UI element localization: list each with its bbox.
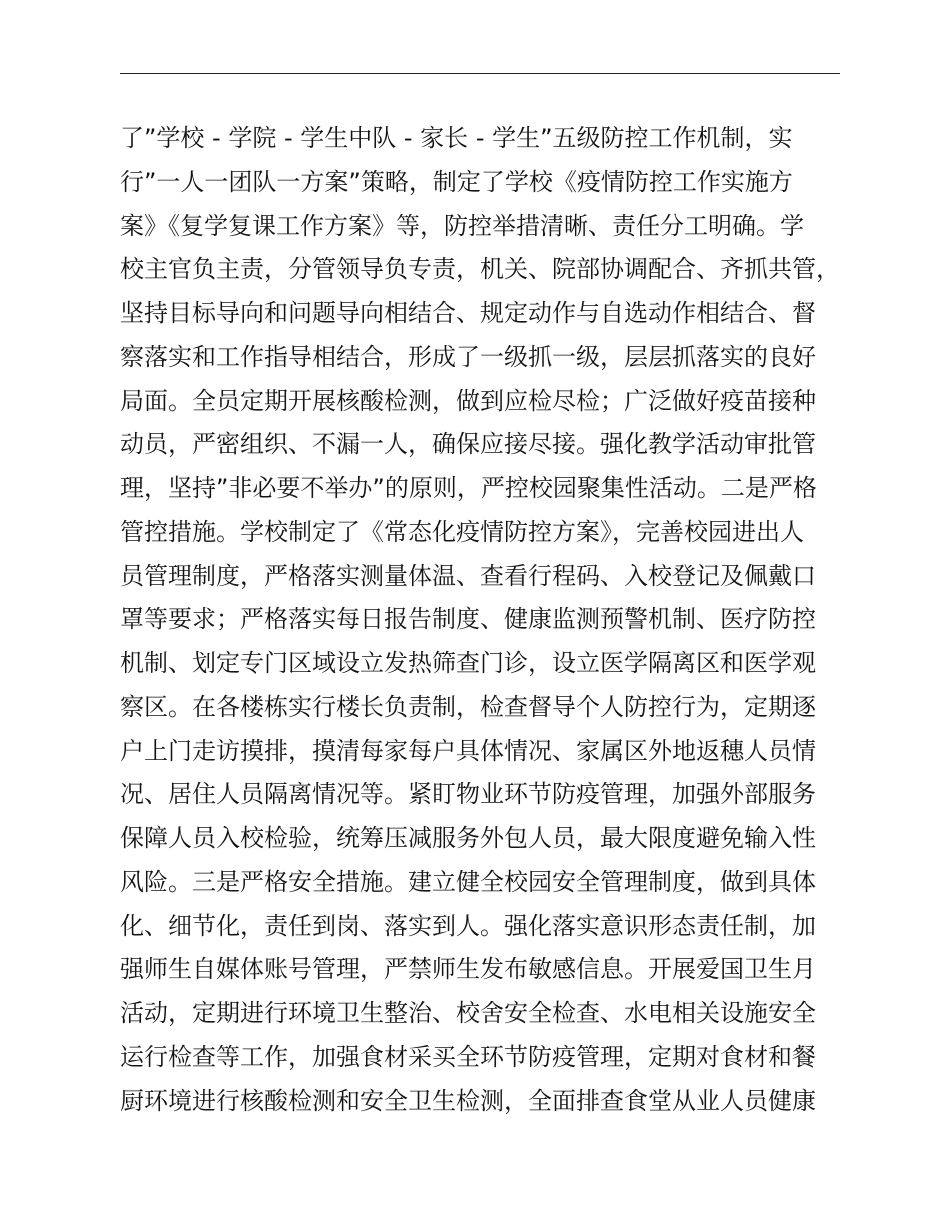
body-paragraph	[120, 117, 860, 1123]
text-line-9: 理，坚持”非必要不举办”的原则，严控校园聚集性活动。二是严格	[120, 474, 817, 502]
text-line-20: 强师生自媒体账号管理，严禁师生发布敏感信息。开展爱国卫生月	[120, 955, 816, 984]
text-line-5: 坚持目标导向和问题导向相结合、规定动作与自选动作相结合、督	[120, 299, 816, 327]
text-line-7: 局面。全员定期开展核酸检测，做到应检尽检；广泛做好疫苗接种	[120, 386, 816, 415]
text-line-3: 案》《复学复课工作方案》等，防控举措清晰、责任分工明确。学	[120, 211, 804, 240]
text-line-1: 了”学校 - 学院 - 学生中队 - 家长 - 学生”五级防控工作机制，实	[120, 124, 793, 152]
text-line-17: 保障人员入校检验，统筹压减服务外包人员，最大限度避免输入性	[120, 824, 816, 852]
text-line-14: 察区。在各楼栋实行楼长负责制，检查督导个人防控行为，定期逐	[120, 692, 816, 721]
text-line-10: 管控措施。学校制定了《常态化疫情防控方案》，完善校园进出人	[120, 517, 804, 546]
text-line-12: 罩等要求；严格落实每日报告制度、健康监测预警机制、医疗防控	[120, 605, 816, 634]
text-line-2: 行”一人一团队一方案”策略，制定了学校《疫情防控工作实施方	[120, 167, 793, 196]
text-line-4: 校主官负主责，分管领导负专责，机关、院部协调配合、齐抓共管，	[120, 255, 840, 284]
header-divider	[120, 73, 840, 74]
text-line-13: 机制、划定专门区域设立发热筛查门诊，设立医学隔离区和医学观	[120, 649, 816, 677]
text-line-21: 活动，定期进行环境卫生整治、校舍安全检查、水电相关设施安全	[120, 999, 816, 1027]
text-line-6: 察落实和工作指导相结合，形成了一级抓一级，层层抓落实的良好	[120, 342, 816, 371]
text-line-18: 风险。三是严格安全措施。建立健全校园安全管理制度，做到具体	[120, 867, 816, 896]
text-line-16: 况、居住人员隔离情况等。紧盯物业环节防疫管理，加强外部服务	[120, 780, 816, 809]
text-line-22: 运行检查等工作，加强食材采买全环节防疫管理，定期对食材和餐	[120, 1042, 816, 1071]
text-line-15: 户上门走访摸排，摸清每家每户具体情况、家属区外地返穗人员情	[120, 736, 816, 765]
text-line-23: 厨环境进行核酸检测和安全卫生检测，全面排查食堂从业人员健康	[120, 1086, 816, 1115]
text-line-19: 化、细节化，责任到岗、落实到人。强化落实意识形态责任制，加	[120, 911, 816, 940]
text-line-11: 员管理制度，严格落实测量体温、查看行程码、入校登记及佩戴口	[120, 561, 816, 590]
text-line-8: 动员，严密组织、不漏一人，确保应接尽接。强化教学活动审批管	[120, 430, 816, 459]
